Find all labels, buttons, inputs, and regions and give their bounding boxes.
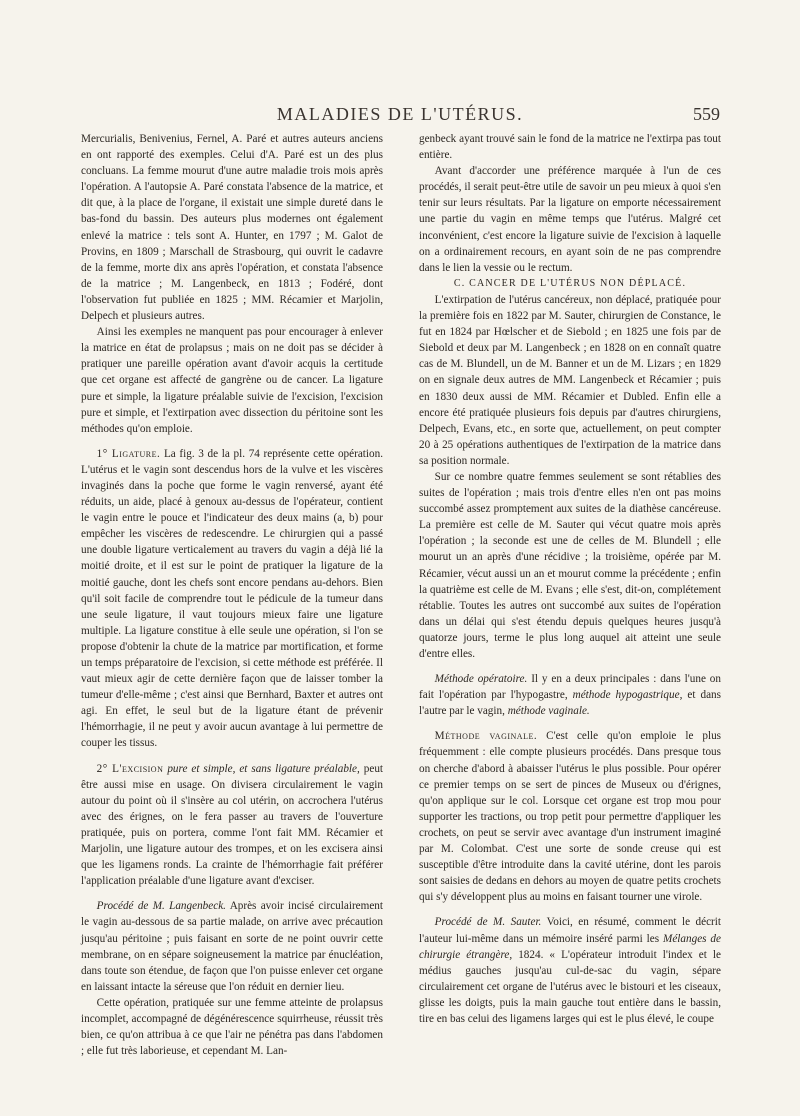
paragraph-text: Après avoir incisé circulairement le vagin au-dessous de sa partie malade, on arrive avec précaution jusqu'au péritoine ; puis faisant en sorte de ne point ouvrir cette membrane, on en sépare soigneusement la matrice par énucléation, dans toute son étendue, de façon que l'on puisse enlever cet organe en laissant intacte la séreuse que l'on réduit en dernier lieu. <box>81 900 384 993</box>
paragraph <box>419 671 721 719</box>
paragraph-text: Il y en a deux principales : dans l'une on fait l'opération par l'hypogastre, <box>419 673 721 702</box>
italic-text: Mélanges de chirurgie étrangère, <box>419 932 721 961</box>
procedure-heading: Procédé de M. Sauter. <box>434 916 542 929</box>
paragraph: Ainsi les exemples ne manquent pas pour encourager à enlever la matrice en état de prolapsus ; mais on ne doit pas se décider à pratiquer une pareille opération avant d'avoir acquis la certitude que cet organe est affecté de gangrène ou de cancer. La ligature pure et simple, la ligature préalable suivie de l'excision, l'excision pure et simple, et l'extirpation avec dissection du péritoine sont les méthodes qu'on emploie. <box>81 326 383 435</box>
section-lead: 2° L'excision <box>96 762 164 775</box>
right-column <box>419 131 721 1027</box>
paragraph: Avant d'accorder une préférence marquée à l'un de ces procédés, il serait peut-être utile de savoir un peu mieux à quoi s'en tenir sur leurs résultats. Par la ligature on emporte nécessairement une partie du vagin en même temps que l'utérus. Malgré cet inconvénient, c'est encore la ligature suivie de l'excision à laquelle on a ordinairement recours, en ayant soin de ne pas comprendre dans le lien la vessie ou le rectum. <box>419 165 721 274</box>
procedure-heading: Procédé de M. Langenbeck. <box>96 900 226 913</box>
paragraph: Cette opération, pratiquée sur une femme atteinte de prolapsus incomplet, accompagné de dégénérescence squirrheuse, réussit très bien, ce qu'on attribua à ce que l'air ne pénétra pas dans l'abdomen ; elle fut très laborieuse, et cependant M. Lan- <box>81 996 383 1058</box>
running-title: MALADIES DE L'UTÉRUS. <box>276 104 524 124</box>
paragraph <box>419 914 721 1027</box>
method-heading: Méthode opératoire. <box>434 673 528 686</box>
paragraph: Sur ce nombre quatre femmes seulement se sont rétablies des suites de l'opération ; mais trois d'entre elles n'en ont pas moins succombé assez promptement aux suites de la diathèse cancéreuse. La première est celle de M. Sauter qui vécut quatre mois après l'opération ; la seconde est une de celles de M. Blundell ; elle mourut un an après d'une récidive ; la troisième, opérée par M. Récamier, vécut aussi un an et mourut comme la précédente ; enfin la quatrième est celle de M. Evans ; elle s'est, dit-on, complétement rétablie. Toutes les autres ont succombé aux suites de l'opération dans un délai qui s'est étendu depuis quelques heures jusqu'à quatorze jours, terme le plus long auquel ait atteint une seule d'entre elles. <box>419 470 721 660</box>
italic-text: pure et simple, et sans ligature préalable, <box>167 762 360 775</box>
paragraph <box>81 898 383 995</box>
paragraph: L'extirpation de l'utérus cancéreux, non déplacé, pratiquée pour la première fois en 1822 par M. Sauter, chirurgien de Constance, le fut en 1824 par Hœlscher et de Siebold ; en 1825 une fois par de Siebold et deux par M. Langenbeck ; en 1828 on en connaît quatre cas de M. Blundell, un de M. Banner et un de M. Lizars ; en 1829 on en signale deux autres de MM. Langenbeck et Récamier ; puis en 1830 deux aussi de MM. Récamier et Dubled. Enfin elle a encore été pratiquée plusieurs fois depuis par d'autres chirurgiens, Delpech, Evans, etc., en sorte que, actuellement, on peut compter 20 à 25 opérations authentiques de l'extirpation de la matrice dans sa position normale. <box>419 293 721 467</box>
paragraph-text: 1824. « L'opérateur introduit l'index et le médius gauches jusqu'au cul-de-sac du vagin, sépare circulairement cet organe de l'utérus avec le bistouri et les ciseaux, glisse les doigts, puis la main gauche tout entière dans le bassin, tire en bas celui des ligamens larges qui est le plus élevé, le coupe <box>419 948 721 1025</box>
paragraph: Mercurialis, Benivenius, Fernel, A. Paré et autres auteurs anciens en ont rapporté des exemples. Celui d'A. Paré est un des plus concluans. La femme mourut d'une autre maladie trois mois après l'opération. A l'autopsie A. Paré constata l'absence de la matrice, et dit que, à la place de l'organe, il existait une simple dureté dans le bas-fond du bassin. Des auteurs plus modernes ont également enlevé la matrice : tels sont A. Hunter, en 1797 ; M. Galot de Provins, en 1809 ; Marschall de Strasbourg, qui ouvrit le cadavre de la femme, morte dix ans après l'opération, et constata l'absence de la matrice ; M. Langenbeck, en 1813 ; Fodéré, dont l'observation fut publiée en 1825 ; MM. Récamier et Marjolin, Delpech et plusieurs autres. <box>81 133 383 323</box>
paragraph-text: La fig. 3 de la pl. 74 représente cette opération. L'utérus et le vagin sont descendus hors de la vulve et les viscères invaginés dans la poche que forme le vagin renversé, ayant été réduits, un aide, placé à genoux au-dessus de l'opérateur, contient le vagin entre le pouce et l'indicateur des deux mains (a, b) pour empêcher les viscères de redescendre. Le chirurgien qui a passé une double ligature verticalement au travers du vagin a déjà lié la moitié droite, et il est sur le point de pratiquer la ligature de la moitié gauche, dont les chefs sont encore pendans au-dehors. Bien qu'il soit facile de comprendre tout le pédicule de la tumeur dans une seule ligature, il vaut toujours mieux faire une ligature multiple. La ligature constitue à elle seule une opération, si l'on se propose d'obtenir la chute de la matrice par mortification, et forme un temps préparatoire de l'excision, si cette méthode est préférée. Il vaut mieux agir de cette dernière façon que de laisser tomber la tumeur d'elle-même ; c'est ainsi que Bernhard, Baxter et autres ont agi. En effet, le seul but de la ligature étant de prévenir l'hémorrhagie, il ne peut y avoir aucun avantage à lui permettre de couper les tissus. <box>81 447 384 750</box>
paragraph-text: et dans l'autre par le vagin, <box>419 689 721 718</box>
paragraph <box>419 728 721 905</box>
paragraph: genbeck ayant trouvé sain le fond de la matrice ne l'extirpa pas tout entière. <box>419 133 721 162</box>
method-heading: Méthode vaginale. <box>434 730 538 743</box>
paragraph-text: Voici, en résumé, comment le décrit l'auteur lui-même dans un mémoire inséré parmi les <box>419 916 721 945</box>
paragraph <box>81 761 383 890</box>
paragraph-text: C'est celle qu'on emploie le plus fréquemment : elle compte plusieurs procédés. Dans presque tous on cherche d'abord à abaisser l'utérus le plus possible. Pour opérer ce premier temps on se sert de pinces de Museux ou d'érignes, qu'on applique sur le col. Lorsque cet organe est trop mou pour supporter les tractions, ou trop petit pour permettre d'appliquer les crochets, on peut se servir avec avantage d'un instrument imaginé par M. Colombat. C'est une sorte de sonde creuse qui est susceptible d'être introduite dans la cavité utérine, dont les parois sont saisies de dedans en dehors au moyen de quatre petits crochets qui s'y développent plus au moins en faisant tourner une virole. <box>419 730 722 904</box>
section-lead: 1° Ligature. <box>96 447 161 460</box>
paragraph-text: peut être aussi mise en usage. On divisera circulairement le vagin autour du point où il s'insère au col utérin, on accrochera l'utérus avec des érignes, on le fera passer au travers de l'ouverture pratiquée, puis on portera, comme l'ont fait MM. Récamier et Marjolin, une ligature autour des trompes, et on les excisera ainsi que les ligamens ronds. La crainte de l'hémorrhagie fait préférer l'application préalable d'une ligature avant d'exciser. <box>81 762 384 888</box>
italic-text: méthode vaginale. <box>507 705 590 718</box>
page-number: 559 <box>693 104 720 124</box>
italic-text: méthode hypogastrique, <box>572 689 683 702</box>
left-column <box>81 131 383 1059</box>
section-heading: C. CANCER DE L'UTÉRUS NON DÉPLACÉ. <box>453 277 687 289</box>
paragraph <box>81 446 383 752</box>
page-header <box>80 104 720 130</box>
